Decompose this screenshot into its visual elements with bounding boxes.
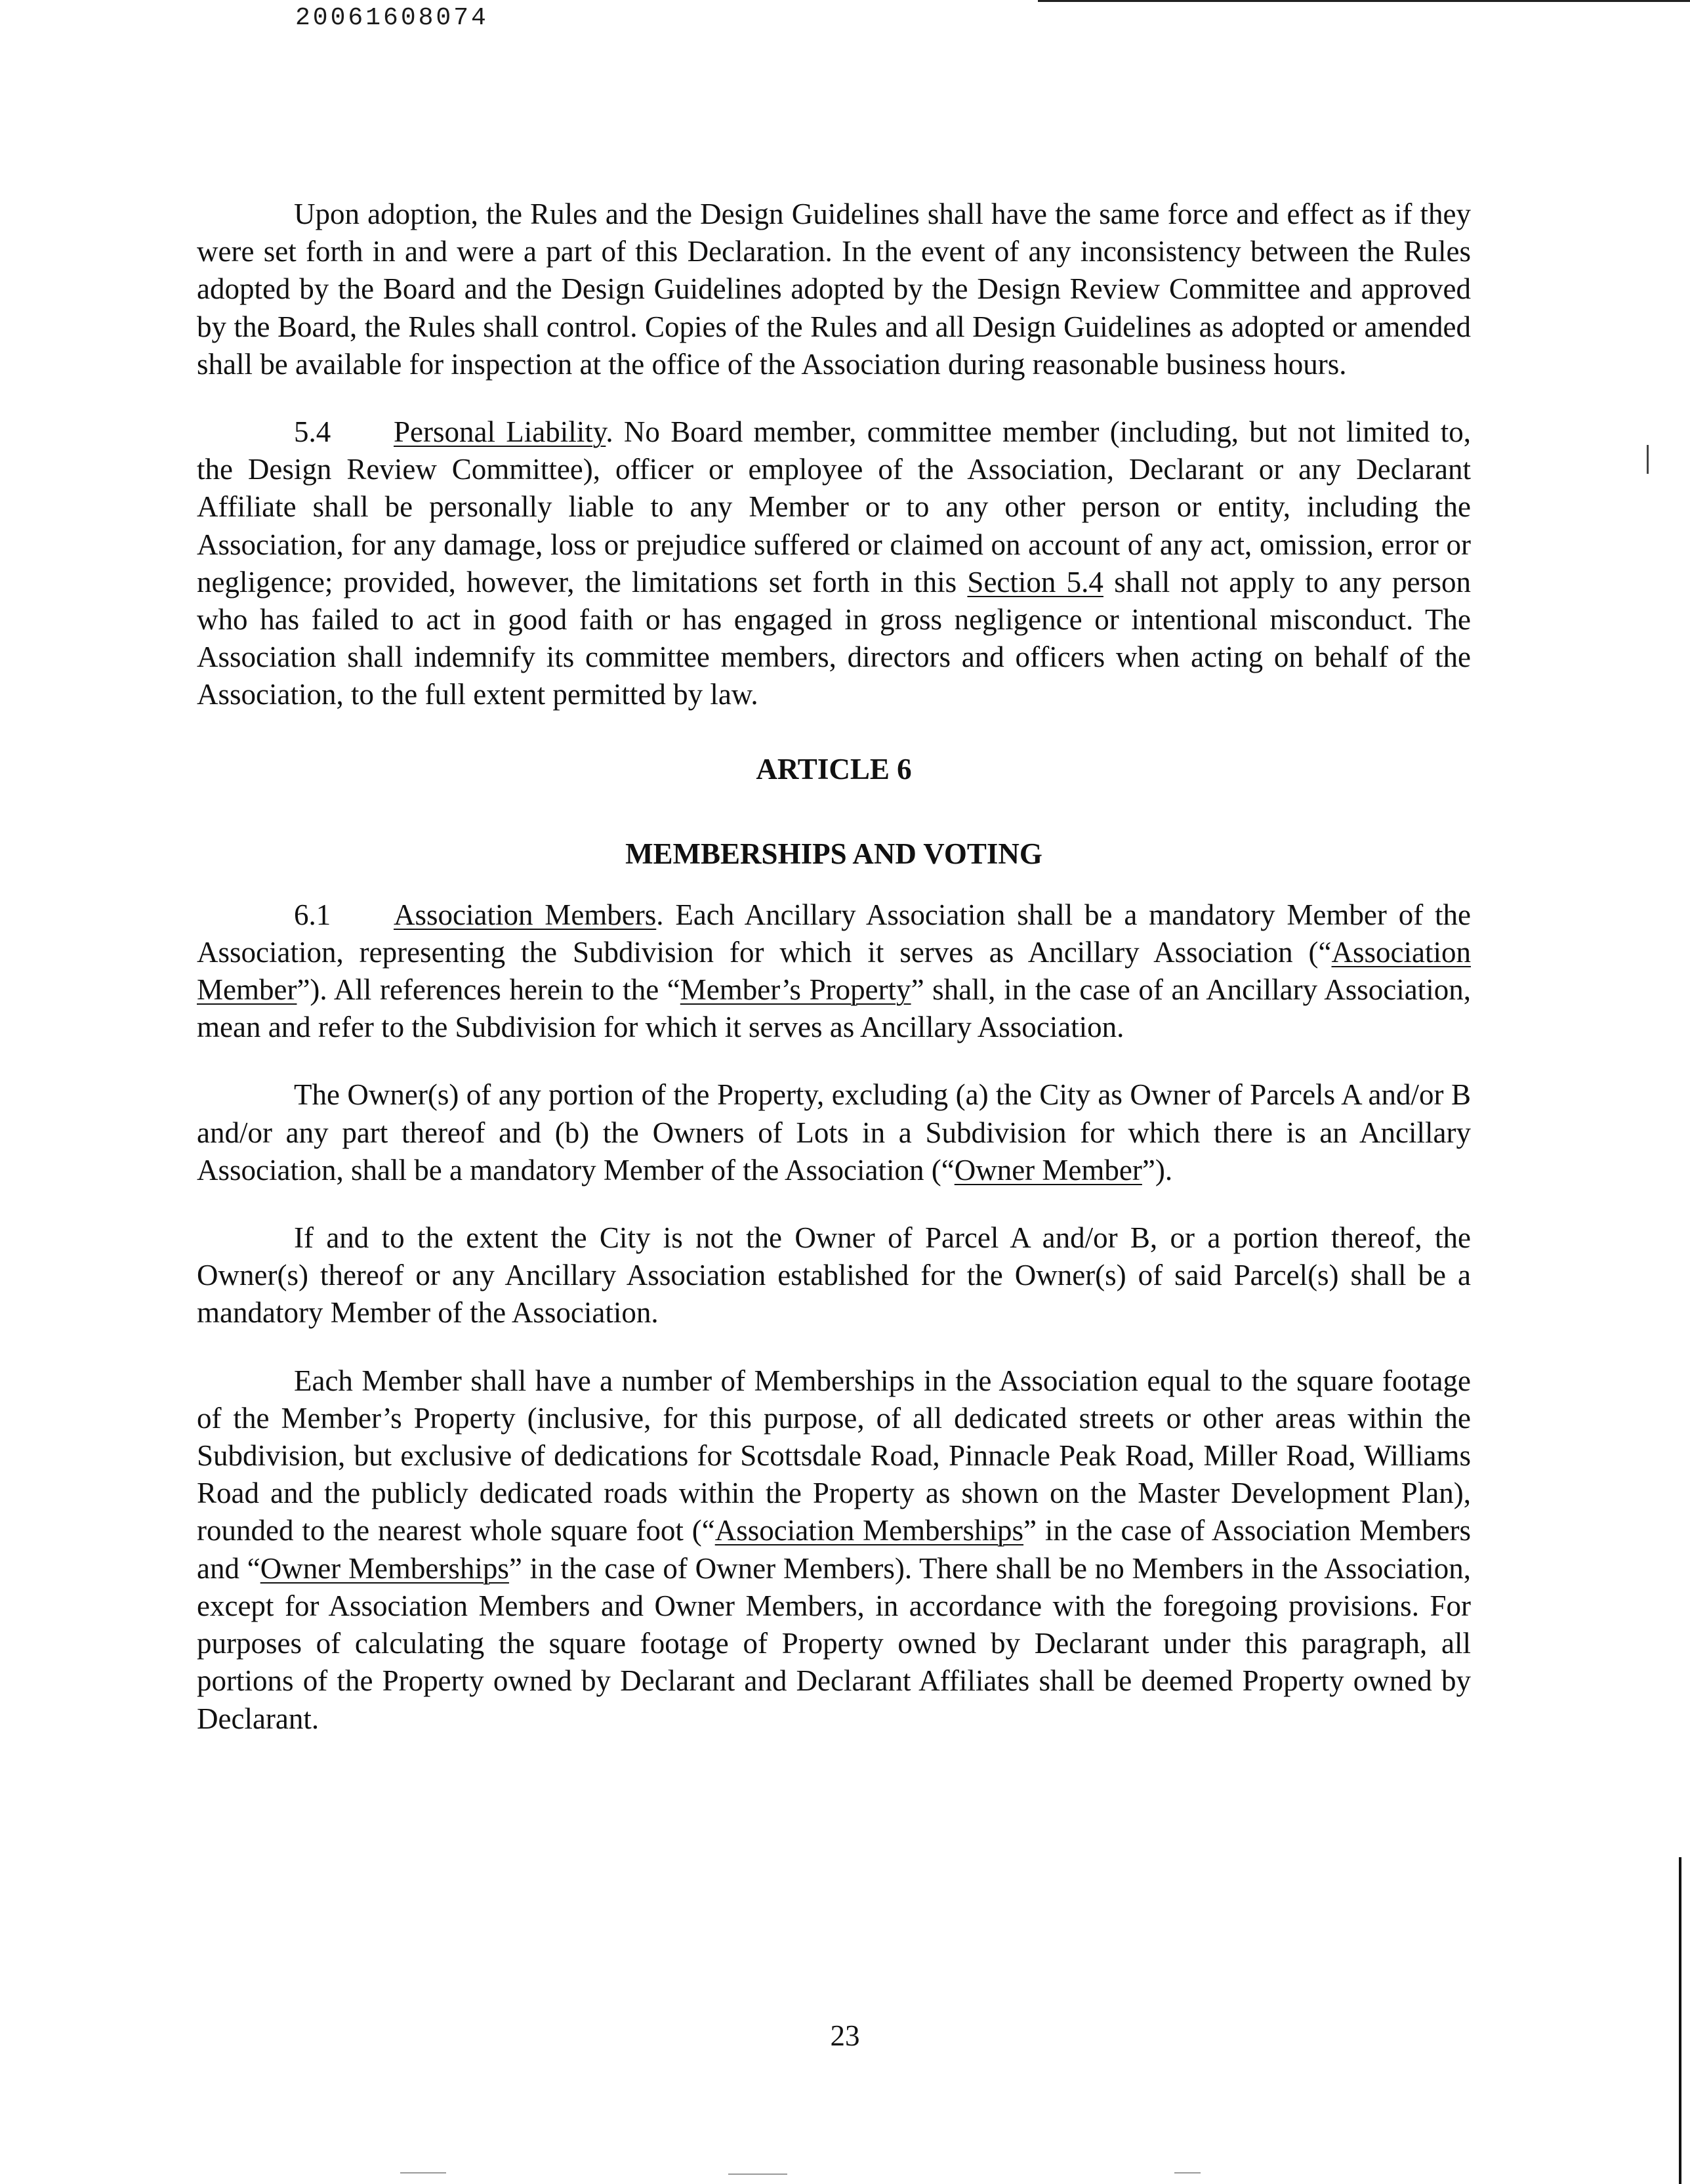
section-number: 5.4 [294,415,331,449]
section-5-3-continued-paragraph: Upon adoption, the Rules and the Design Guidelines shall have the same force and effect as if they were set forth in and were a part of this Declaration. In the event of any inconsistency between the Rules adopted by the Board and the Design Guidelines adopted by the Design Review Committee and approved by the Board, the Rules shall control. Copies of the Rules and all Design Guidelines as adopted or amended shall be available for inspection at the office of the Association during reasonable business hours. [197,198,1471,381]
body-text: ”). All references herein to the “ [297,973,680,1007]
top-edge-rule [1038,0,1690,2]
section-6-1-paragraph [197,896,1471,1047]
defined-term: Association Member [197,935,1471,1007]
defined-term: Owner Memberships [260,1551,509,1585]
body-text: ” shall, in the case of an Ancillary Association, mean and refer to the Subdivision for which it serves as Ancillary Association. [197,973,1472,1044]
scan-speck [1174,2172,1201,2174]
body-text: . Each Ancillary Association shall be a mandatory Member of the Association, representing the Subdivision for which it serves as Ancillary Association (“ [197,898,1471,969]
page-body [197,196,1471,1738]
page-number: 23 [830,2019,860,2052]
scan-margin-mark [1647,445,1649,474]
section-5-4-paragraph [197,413,1471,714]
document-number: 20061608074 [295,4,489,32]
section-cross-reference: Section 5.4 [967,565,1103,598]
body-text: ”). [1142,1153,1173,1186]
owner-member-paragraph [197,1076,1471,1189]
article-title: MEMBERSHIPS AND VOTING [625,837,1042,870]
scan-speck [400,2172,446,2174]
defined-term: Owner Member [954,1153,1142,1186]
city-owner-paragraph: If and to the extent the City is not the Owner of Parcel A and/or B, or a portion thereof, the Owner(s) thereof or any Ancillary Association established for the Owner(s) of said Parcel(s) shall be a mandatory Member of the Association. [197,1221,1471,1330]
defined-term: Member’s Property [680,973,911,1007]
section-title: Personal Liability [394,415,606,449]
defined-term: Association Memberships [714,1514,1024,1547]
article-label: ARTICLE 6 [756,752,912,786]
body-text: ” in the case of Owner Members). There shall be no Members in the Association, except for Association Members and Owner Members, in accordance with the foregoing provisions. For purposes of calculating the square footage of Property owned by Declarant under this paragraph, all portions of the Property owned by Declarant and Declarant Affiliates shall be deemed Property owned by Declarant. [197,1551,1471,1735]
section-title: Association Members [394,898,657,931]
section-number: 6.1 [294,898,331,931]
body-text: . No Board member, committee member (including, but not limited to, the Design Review Committee), officer or employee of the Association, Declarant or any Declarant Affiliate shall be personally liable to any Member or to any other person or entity, including the Association, for any damage, loss or prejudice suffered or claimed on account of any act, omission, error or negligence; provided, however, the limitations set forth in this [197,415,1472,598]
body-text: Each Member shall have a number of Memberships in the Association equal to the square footage of the Member’s Property (inclusive, for this purpose, of all dedicated streets or other areas within the Subdivision, but exclusive of dedications for Scottsdale Road, Pinnacle Peak Road, Miller Road, Williams Road and the publicly dedicated roads within the Property as shown on the Master Development Plan), rounded to the nearest whole square foot (“ [197,1364,1471,1547]
scan-speck [728,2174,787,2175]
body-text: ” in the case of Association Members and “ [197,1514,1471,1585]
body-text: shall not apply to any person who has failed to act in good faith or has engaged in gross negligence or intentional misconduct. The Association shall indemnify its committee members, directors and officers when acting on behalf of the Association, to the full extent permitted by law. [197,565,1471,711]
body-text: The Owner(s) of any portion of the Property, excluding (a) the City as Owner of Parcels A and/or B and/or any part thereof and (b) the Owners of Lots in a Subdivision for which there is an Ancillary Association, shall be a mandatory Member of the Association (“ [197,1078,1471,1186]
memberships-paragraph [197,1362,1471,1738]
